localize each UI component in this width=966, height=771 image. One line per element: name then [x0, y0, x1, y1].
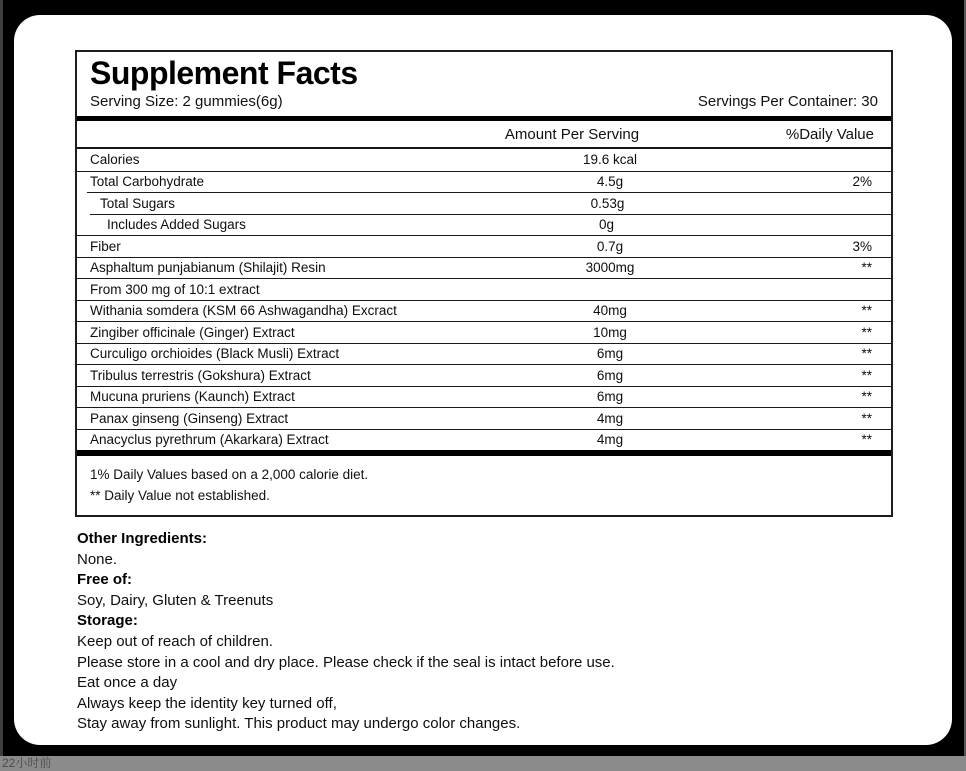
- fact-row-name: Panax ginseng (Ginseng) Extract: [90, 410, 289, 426]
- label-card: [14, 15, 952, 745]
- fact-row-dv: **: [861, 324, 872, 340]
- fact-row-dv: 2%: [852, 174, 872, 190]
- fact-row-name: Curculigo orchioides (Black Musli) Extract: [90, 346, 340, 362]
- section-line: Please store in a cool and dry place. Please check if the seal is intact before use.: [77, 653, 615, 671]
- bottom-status-bar: [0, 756, 966, 771]
- servings-per-container-text: Servings Per Container: 30: [697, 93, 878, 110]
- section-heading: Other Ingredients:: [77, 530, 208, 547]
- fact-row: [77, 407, 891, 429]
- section-line: Always keep the identity key turned off,: [77, 694, 337, 712]
- fact-row: [90, 214, 891, 236]
- fact-row-amount: 40mg: [593, 303, 627, 319]
- fact-row-amount: 4mg: [596, 410, 624, 426]
- section-line: Stay away from sunlight. This product may undergo color changes.: [77, 715, 521, 733]
- fact-row-name: Total Sugars: [100, 195, 176, 211]
- fact-row: [77, 278, 891, 300]
- fact-row-amount: 6mg: [596, 346, 624, 362]
- left-edge-strip: [0, 0, 3, 756]
- fact-row-name: Asphaltum punjabianum (Shilajit) Resin: [90, 260, 326, 276]
- fact-row-amount: 0g: [598, 217, 615, 233]
- fact-row: [77, 235, 891, 257]
- fact-row-name: Includes Added Sugars: [107, 217, 246, 233]
- fact-row-amount: 0.53g: [590, 195, 625, 211]
- fact-row-amount: 6mg: [596, 389, 624, 405]
- section-line: Keep out of reach of children.: [77, 632, 273, 650]
- fact-row-dv: **: [861, 389, 872, 405]
- fact-row-dv: **: [861, 432, 872, 448]
- fact-row: [77, 149, 891, 171]
- fact-row-name: Mucuna pruriens (Kaunch) Extract: [90, 389, 295, 405]
- fact-row-name: Zingiber officinale (Ginger) Extract: [90, 324, 295, 340]
- fact-row: [77, 300, 891, 322]
- serving-row: [77, 92, 891, 116]
- fact-row: [77, 321, 891, 343]
- fact-row-name: Tribulus terrestris (Gokshura) Extract: [90, 367, 311, 383]
- facts-footnotes: [77, 456, 891, 515]
- supplement-facts-panel: [75, 50, 893, 517]
- fact-row: [77, 429, 891, 451]
- fact-row-amount: 4mg: [596, 432, 624, 448]
- section-line: Soy, Dairy, Gluten & Treenuts: [77, 591, 274, 609]
- fact-row-name: Total Carbohydrate: [90, 174, 205, 190]
- fact-row-amount: 10mg: [593, 324, 627, 340]
- fact-row-dv: **: [861, 410, 872, 426]
- fact-row-name: Withania somdera (KSM 66 Ashwagandha) Excract: [90, 303, 397, 319]
- fact-row-dv: **: [861, 303, 872, 319]
- fact-row-name: From 300 mg of 10:1 extract: [90, 281, 260, 297]
- fact-row: [77, 364, 891, 386]
- fact-row-name: Anacyclus pyrethrum (Akarkara) Extract: [90, 432, 329, 448]
- fact-row-amount: 19.6 kcal: [582, 152, 638, 168]
- fact-row: [77, 386, 891, 408]
- section-heading: Storage:: [77, 612, 138, 630]
- section-heading: Free of:: [77, 571, 133, 589]
- supplement-facts-title: Supplement Facts: [90, 55, 358, 91]
- fact-row: [77, 257, 891, 279]
- fact-row: [87, 192, 891, 214]
- facts-column-header: [77, 121, 891, 149]
- card-content: [14, 50, 952, 735]
- fact-row-name: Calories: [90, 152, 140, 168]
- timestamp-text: 22小时前: [2, 756, 52, 770]
- facts-rows: [77, 149, 891, 450]
- amount-per-serving-header: Amount Per Serving: [504, 125, 640, 143]
- fact-row-dv: **: [861, 260, 872, 276]
- footnote-line: 1% Daily Values based on a 2,000 calorie diet.: [90, 467, 369, 482]
- fact-row-dv: 3%: [852, 238, 872, 254]
- fact-row-dv: **: [861, 367, 872, 383]
- section-line: Eat once a day: [77, 674, 178, 692]
- fact-row-amount: 4.5g: [596, 174, 624, 190]
- serving-size-text: Serving Size: 2 gummies(6g): [90, 93, 283, 110]
- fact-row: [77, 171, 891, 193]
- fact-row-amount: 3000mg: [585, 260, 635, 276]
- section-line: None.: [77, 550, 118, 568]
- fact-row: [77, 343, 891, 365]
- fact-row-dv: **: [861, 346, 872, 362]
- fact-row-name: Fiber: [90, 238, 121, 254]
- fact-row-amount: 6mg: [596, 367, 624, 383]
- fact-row-amount: 0.7g: [596, 238, 624, 254]
- footnote-line: ** Daily Value not established.: [90, 488, 270, 503]
- other-information: [77, 529, 952, 735]
- daily-value-header: %Daily Value: [785, 125, 874, 143]
